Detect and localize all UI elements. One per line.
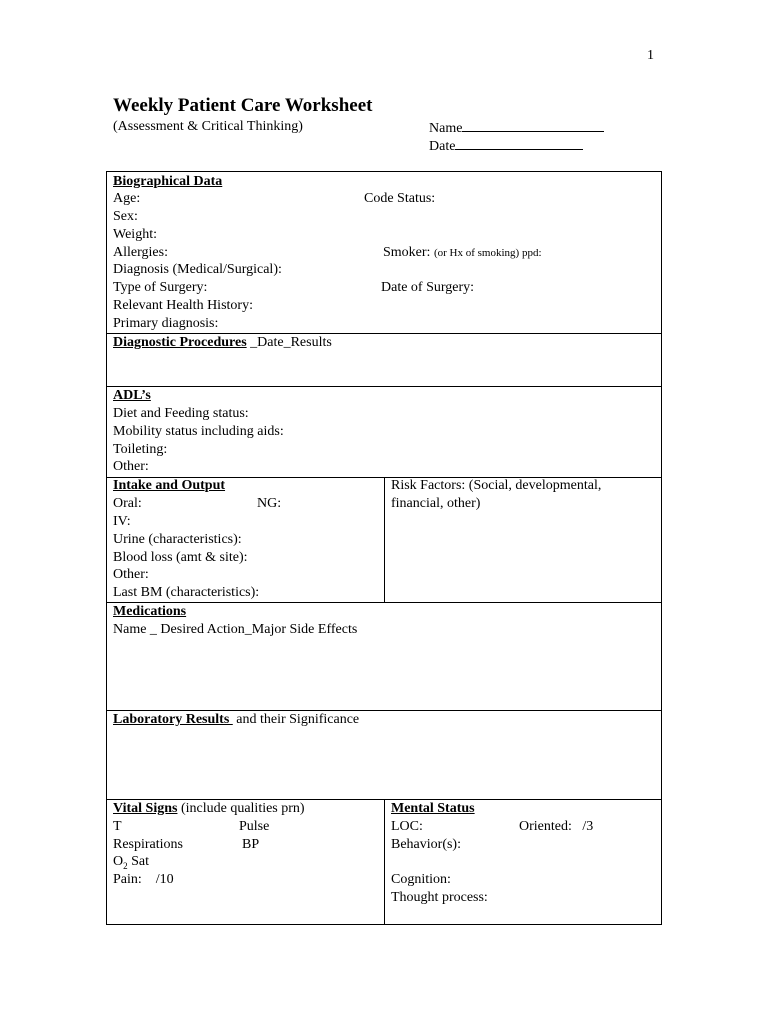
adl-other-label: Other:: [113, 459, 149, 474]
vitals-heading: Vital Signs: [113, 801, 178, 816]
worksheet-subtitle: (Assessment & Critical Thinking): [113, 119, 303, 134]
o2-suffix: Sat: [127, 854, 150, 869]
date-of-surgery-label: Date of Surgery:: [381, 280, 475, 295]
pain-label: Pain: /10: [113, 872, 174, 887]
iv-label: IV:: [113, 514, 131, 529]
cognition-label: Cognition:: [391, 872, 451, 887]
bp-label: BP: [242, 837, 260, 852]
weight-label: Weight:: [113, 227, 157, 242]
risk-factors-line2: financial, other): [391, 496, 481, 511]
pulse-label: Pulse: [239, 819, 270, 834]
loc-label: LOC:: [391, 819, 423, 834]
smoker-note: (or Hx of smoking) ppd:: [433, 247, 542, 259]
vitals-row: [113, 800, 305, 818]
diet-label: Diet and Feeding status:: [113, 406, 249, 421]
labs-heading: Laboratory Results: [113, 712, 233, 727]
worksheet-title: Weekly Patient Care Worksheet: [113, 95, 373, 116]
intake-other-label: Other:: [113, 567, 149, 582]
o2-prefix: O: [113, 854, 124, 869]
adl-heading: ADL’s: [113, 388, 151, 403]
worksheet-form: [106, 171, 662, 925]
health-history-label: Relevant Health History:: [113, 298, 253, 313]
urine-label: Urine (characteristics):: [113, 532, 242, 547]
page-number: 1: [647, 48, 654, 63]
date-field[interactable]: [429, 136, 583, 156]
labs-row: [113, 711, 359, 729]
ng-label: NG:: [257, 496, 282, 511]
oriented-label: Oriented: /3: [519, 819, 594, 834]
last-bm-label: Last BM (characteristics):: [113, 585, 260, 600]
age-label: Age:: [113, 191, 141, 206]
medications-heading: Medications: [113, 604, 187, 619]
medications-columns: Name _ Desired Action_Major Side Effects: [113, 622, 358, 637]
diagnostic-heading: Diagnostic Procedures: [113, 335, 247, 350]
risk-factors-line1: Risk Factors: (Social, developmental,: [391, 478, 602, 493]
behavior-label: Behavior(s):: [391, 837, 461, 852]
allergies-label: Allergies:: [113, 245, 168, 260]
divider-intake: [107, 602, 661, 603]
primary-diagnosis-label: Primary diagnosis:: [113, 316, 219, 331]
code-status-label: Code Status:: [364, 191, 436, 206]
biographical-heading: Biographical Data: [113, 174, 223, 189]
diagnostic-columns: _Date_Results: [246, 335, 332, 350]
smoker-label: [383, 244, 542, 262]
intake-heading: Intake and Output: [113, 478, 226, 493]
smoker-text: Smoker:: [383, 245, 431, 260]
diagnosis-label: Diagnosis (Medical/Surgical):: [113, 262, 282, 277]
divider-diagnostic: [107, 386, 661, 387]
diagnostic-row: [113, 334, 332, 352]
oral-label: Oral:: [113, 496, 142, 511]
mental-heading: Mental Status: [391, 801, 475, 816]
thought-process-label: Thought process:: [391, 890, 488, 905]
mobility-label: Mobility status including aids:: [113, 424, 284, 439]
name-blank[interactable]: [462, 118, 604, 132]
blood-loss-label: Blood loss (amt & site):: [113, 550, 248, 565]
temperature-label: T: [113, 819, 122, 834]
name-label: Name: [429, 121, 463, 136]
type-of-surgery-label: Type of Surgery:: [113, 280, 208, 295]
divider-intake-risk: [384, 477, 385, 602]
sex-label: Sex:: [113, 209, 138, 224]
toileting-label: Toileting:: [113, 442, 168, 457]
date-blank[interactable]: [455, 136, 583, 150]
date-label: Date: [429, 139, 456, 154]
o2-subscript: 2: [123, 860, 128, 871]
respirations-label: Respirations: [113, 837, 183, 852]
name-field[interactable]: [429, 118, 604, 138]
vitals-note: (include qualities prn): [177, 801, 305, 816]
labs-suffix: and their Significance: [232, 712, 360, 727]
divider-vitals-mental: [384, 799, 385, 925]
